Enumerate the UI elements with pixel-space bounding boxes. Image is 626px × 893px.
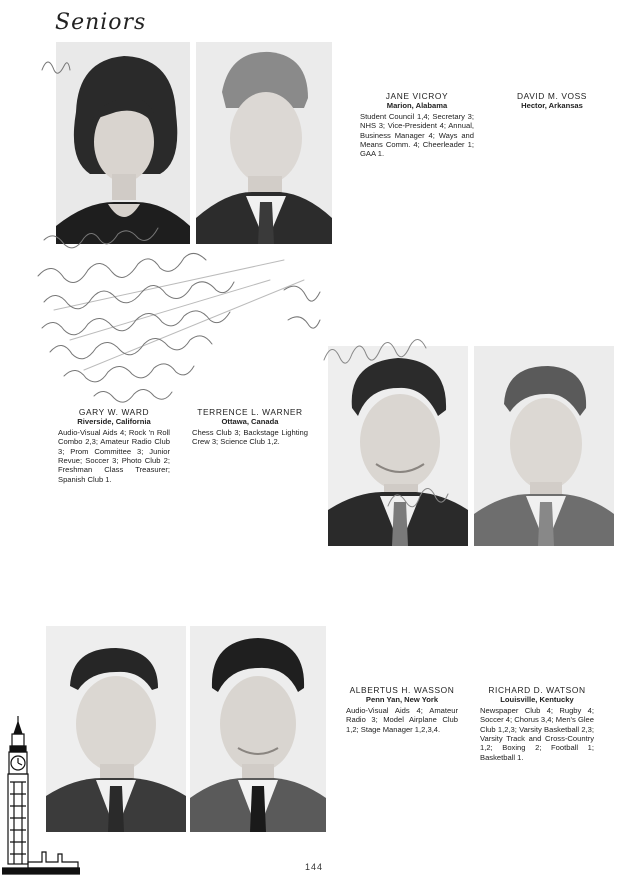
portrait-richard-watson <box>190 626 326 832</box>
page-title: Seniors <box>55 10 147 35</box>
senior-activities: Newspaper Club 4; Rugby 4; Soccer 4; Chorus 3,4; Men's Glee Club 1,2,3; Varsity Basketball 2,3; Varsity Track and Cross-Country 1,2; Boxing 2; Football 1; Basketball 1. <box>480 705 594 762</box>
senior-activities: Chess Club 3; Backstage Lighting Crew 3; Science Club 1,2. <box>192 427 308 447</box>
page-number: 144 <box>305 862 324 872</box>
portrait-gary-ward <box>328 346 468 546</box>
senior-hometown: Louisville, Kentucky <box>500 695 574 705</box>
senior-hometown: Marion, Alabama <box>386 101 448 111</box>
portrait-terrence-warner <box>474 346 614 546</box>
senior-activities: Audio-Visual Aids 4; Amateur Radio 3; Model Airplane Club 1,2; Stage Manager 1,2,3,4. <box>346 705 458 734</box>
senior-name: DAVID M. VOSS <box>516 91 587 101</box>
senior-hometown: Hector, Arkansas <box>521 101 583 111</box>
senior-hometown: Penn Yan, New York <box>365 695 439 705</box>
portrait-david-voss <box>196 42 332 244</box>
senior-name: GARY W. WARD <box>78 407 150 417</box>
senior-bio-vicroy <box>360 92 474 159</box>
senior-hometown: Riverside, California <box>77 417 151 427</box>
senior-name: TERRENCE L. WARNER <box>197 407 303 417</box>
senior-bio-warner <box>192 408 308 447</box>
senior-activities: Student Council 1,4; Secretary 3; NHS 3; Vice-President 4; Annual, Business Manager 4; Ways and Means Comm. 4; Cheerleader 1; GAA 1. <box>360 111 474 159</box>
senior-bio-watson <box>480 686 594 762</box>
senior-hometown: Ottawa, Canada <box>221 417 279 427</box>
senior-name: JANE VICROY <box>385 91 449 101</box>
senior-bio-wasson <box>346 686 458 734</box>
senior-name: ALBERTUS H. WASSON <box>349 685 455 695</box>
big-ben-tower-icon <box>2 712 80 876</box>
senior-bio-ward <box>58 408 170 484</box>
senior-activities: Audio-Visual Aids 4; Rock 'n Roll Combo 2,3; Amateur Radio Club 3; Prom Committee 3; Junior Revue; Soccer 3; Photo Club 2; Freshman Class Treasurer; Spanish Club 1. <box>58 427 170 484</box>
senior-name: RICHARD D. WATSON <box>488 685 586 695</box>
senior-bio-voss <box>500 92 604 112</box>
portrait-jane-vicroy <box>56 42 190 244</box>
